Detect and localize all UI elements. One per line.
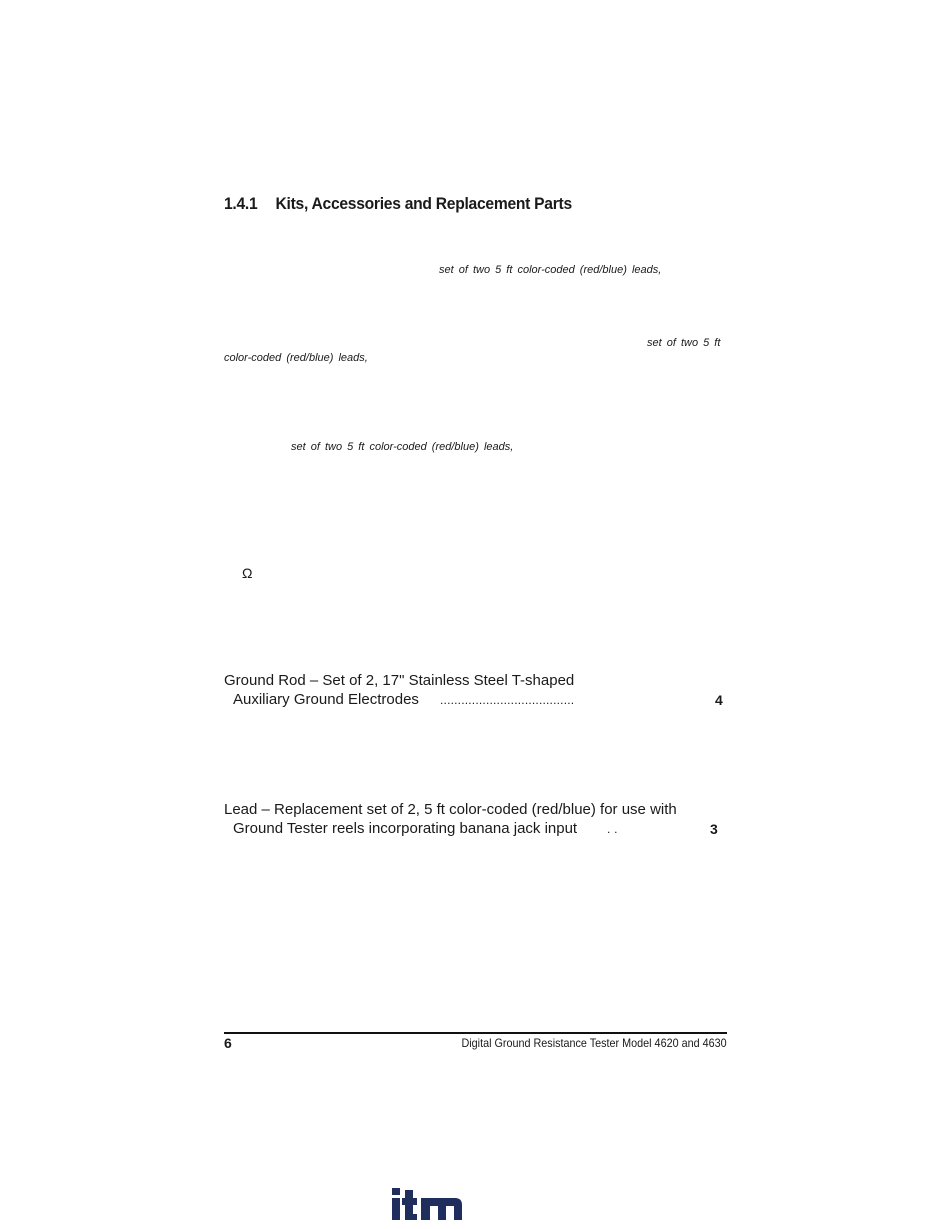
footer-rule [224,1032,727,1034]
item-lead-leader: . . [607,822,618,836]
section-heading [224,194,572,214]
item-lead-line2: Ground Tester reels incorporating banana jack input [233,820,578,837]
section-title: Kits, Accessories and Replacement Parts [275,194,572,213]
fragment-text-2a: set of two 5 ft [647,337,721,349]
item-lead-line1: Lead – Replacement set of 2, 5 ft color-coded (red/blue) for use with [224,801,677,818]
item-ground-rod-line2: Auxiliary Ground Electrodes [233,691,419,708]
omega-symbol: Ω [242,565,253,581]
item-ground-rod-leader: ...................................... [440,693,575,707]
itm-logo-icon [391,1188,463,1222]
item-ground-rod-qty: 4 [715,692,723,708]
fragment-text-1: set of two 5 ft color-coded (red/blue) leads, [439,264,662,276]
item-lead-qty: 3 [710,821,718,837]
page-number: 6 [224,1035,232,1051]
item-ground-rod-line1: Ground Rod – Set of 2, 17" Stainless Steel T-shaped [224,672,575,689]
fragment-text-2b: color-coded (red/blue) leads, [224,352,368,364]
itm-logo [391,1188,463,1222]
section-number: 1.4.1 [224,194,258,213]
footer-title: Digital Ground Resistance Tester Model 4620 and 4630 [461,1036,727,1050]
fragment-text-3: set of two 5 ft color-coded (red/blue) leads, [291,441,514,453]
